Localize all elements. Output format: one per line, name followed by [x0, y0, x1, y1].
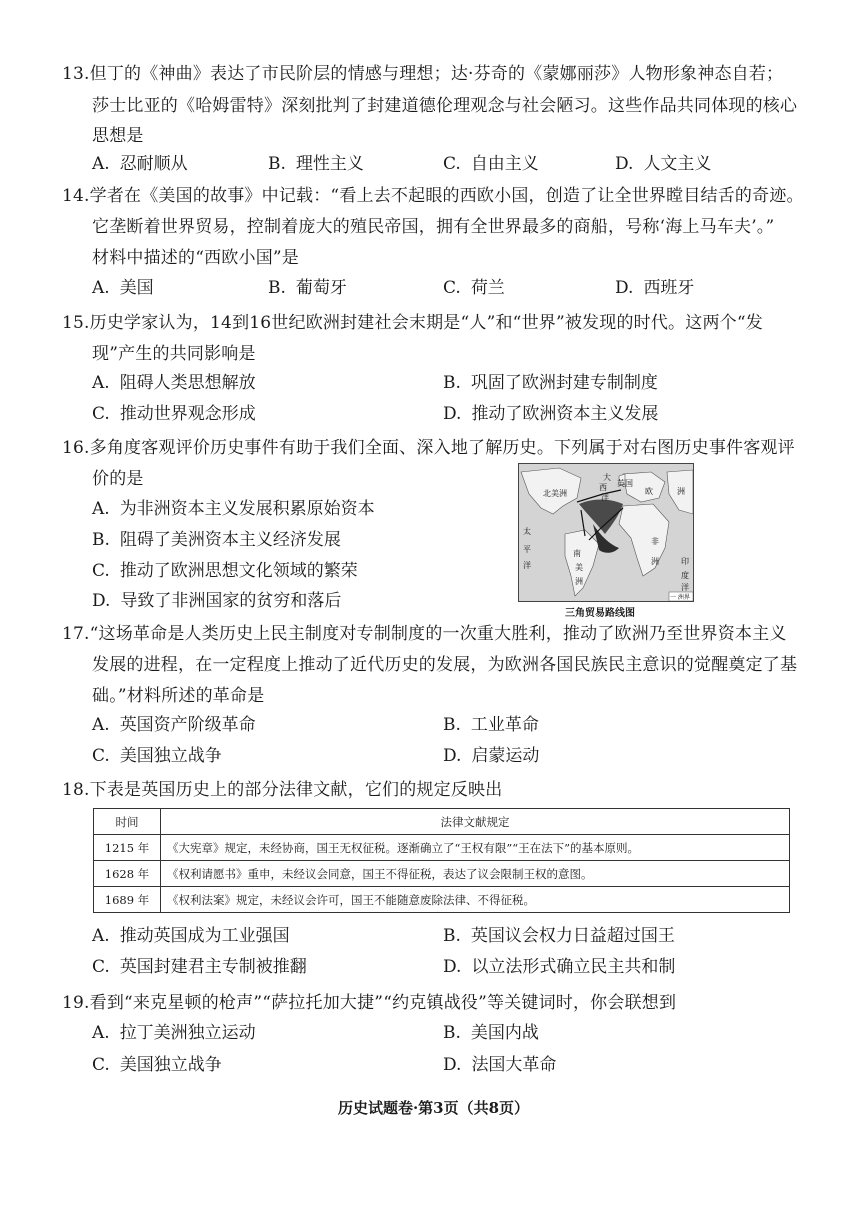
- map-label-pacific-yang: 洋: [523, 561, 531, 570]
- table-cell-year: 1628 年: [94, 861, 161, 887]
- map-label-africa-fei: 非: [651, 537, 659, 546]
- q13-option-b[interactable]: B. 理性主义: [268, 154, 364, 174]
- q16-option-d[interactable]: D. 导致了非洲国家的贫穷和落后: [92, 591, 342, 611]
- map-label-atlantic-west: 西: [599, 483, 607, 492]
- q15-option-a[interactable]: A. 阻碍人类思想解放: [92, 373, 256, 393]
- q18-option-b[interactable]: B. 英国议会权力日益超过国王: [443, 926, 675, 946]
- q14-option-b[interactable]: B. 葡萄牙: [268, 278, 347, 298]
- q16-stem-line-2: 价的是: [92, 469, 144, 489]
- q19-stem-line-1: 19.看到“来克星顿的枪声”“萨拉托加大捷”“约克镇战役”等关键词时，你会联想到: [62, 993, 677, 1013]
- map-label-europe-zhou: 洲: [677, 487, 685, 496]
- map-label-indian-du: 度: [681, 571, 689, 580]
- q15-option-b[interactable]: B. 巩固了欧洲封建专制制度: [443, 373, 658, 393]
- q13-option-d[interactable]: D. 人文主义: [615, 154, 712, 174]
- q18-option-c[interactable]: C. 英国封建君主专制被推翻: [92, 957, 307, 977]
- q17-option-a[interactable]: A. 英国资产阶级革命: [92, 715, 256, 735]
- q16-option-a[interactable]: A. 为非洲资本主义发展积累原始资本: [92, 499, 375, 519]
- map-legend: 一 洲界: [670, 594, 690, 601]
- q13-stem-line-2: 莎士比亚的《哈姆雷特》深刻批判了封建道德伦理观念与社会陋习。这些作品共同体现的核心: [92, 96, 798, 116]
- map-label-atlantic-ocean: 洋: [601, 493, 609, 502]
- q14-option-d[interactable]: D. 西班牙: [615, 278, 695, 298]
- table-header-row: [94, 809, 790, 835]
- q16-option-b[interactable]: B. 阻碍了美洲资本主义经济发展: [92, 530, 341, 550]
- map-label-pacific-tai: 太: [523, 527, 531, 536]
- q14-stem-line-1: 14.学者在《美国的故事》中记载：“看上去不起眼的西欧小国，创造了让全世界瞠目结舌的奇迹。: [62, 186, 804, 206]
- table-cell-provision: 《权利请愿书》重申，未经议会同意，国王不得征税，表达了议会限制王权的意图。: [161, 861, 790, 887]
- q17-stem-line-1: 17.“这场革命是人类历史上民主制度对专制制度的一次重大胜利，推动了欧洲乃至世界资本主义: [62, 624, 787, 644]
- q15-stem-line-1: 15.历史学家认为，14到16世纪欧洲封建社会末期是“人”和“世界”被发现的时代。这两个“发: [62, 313, 763, 333]
- q17-option-b[interactable]: B. 工业革命: [443, 715, 539, 735]
- map-label-south-mei: 美: [575, 563, 583, 572]
- q14-option-c[interactable]: C. 荷兰: [443, 278, 505, 298]
- table-cell-provision: 《权利法案》规定，未经议会许可，国王不能随意废除法律、不得征税。: [161, 887, 790, 913]
- q18-option-a[interactable]: A. 推动英国成为工业强国: [92, 926, 290, 946]
- q13-stem-line-3: 思想是: [92, 126, 144, 146]
- q18-stem-line-1: 18.下表是英国历史上的部分法律文献，它们的规定反映出: [62, 780, 503, 800]
- q17-option-c[interactable]: C. 美国独立战争: [92, 746, 222, 766]
- triangle-trade-map: [518, 463, 694, 602]
- map-label-britain: 英国: [617, 479, 633, 488]
- map-label-africa-zhou: 洲: [651, 557, 659, 566]
- q19-option-b[interactable]: B. 美国内战: [443, 1023, 539, 1043]
- map-label-europe-ou: 欧: [645, 487, 653, 496]
- q17-option-d[interactable]: D. 启蒙运动: [443, 746, 540, 766]
- map-label-pacific-ping: 平: [523, 545, 531, 554]
- q15-option-c[interactable]: C. 推动世界观念形成: [92, 404, 256, 424]
- table-cell-year: 1215 年: [94, 835, 161, 861]
- map-caption: 三角贸易路线图: [565, 608, 635, 619]
- page-footer: 历史试题卷·第3页（共8页）: [337, 1099, 530, 1117]
- map-label-atlantic-big: 大: [603, 473, 611, 482]
- q18-option-d[interactable]: D. 以立法形式确立民主共和制: [443, 957, 676, 977]
- q17-stem-line-3: 础。”材料所述的革命是: [92, 686, 265, 706]
- table-header-time: 时间: [94, 809, 161, 835]
- law-documents-table: [93, 808, 790, 913]
- table-row: [94, 861, 790, 887]
- q19-option-c[interactable]: C. 美国独立战争: [92, 1055, 222, 1075]
- q16-stem-line-1: 16.多角度客观评价历史事件有助于我们全面、深入地了解历史。下列属于对右图历史事件客观评: [62, 438, 795, 458]
- q13-option-a[interactable]: A. 忍耐顺从: [92, 154, 188, 174]
- map-label-south-nan: 南: [573, 549, 581, 558]
- q19-option-a[interactable]: A. 拉丁美洲独立运动: [92, 1023, 256, 1043]
- table-row: [94, 887, 790, 913]
- q14-option-a[interactable]: A. 美国: [92, 278, 154, 298]
- map-label-indian-yang: 洋: [681, 583, 689, 592]
- q17-stem-line-2: 发展的进程，在一定程度上推动了近代历史的发展，为欧洲各国民族民主意识的觉醒奠定了基: [92, 655, 798, 675]
- map-label-north-america: 北美洲: [543, 489, 567, 498]
- q16-option-c[interactable]: C. 推动了欧洲思想文化领域的繁荣: [92, 561, 358, 581]
- q13-option-c[interactable]: C. 自由主义: [443, 154, 539, 174]
- table-cell-year: 1689 年: [94, 887, 161, 913]
- q14-stem-line-2: 它垄断着世界贸易，控制着庞大的殖民帝国，拥有全世界最多的商船，号称‘海上马车夫’。”: [92, 217, 775, 237]
- q13-stem-line-1: 13.但丁的《神曲》表达了市民阶层的情感与理想；达·芬奇的《蒙娜丽莎》人物形象神态自若；: [62, 64, 784, 84]
- table-row: [94, 835, 790, 861]
- q19-option-d[interactable]: D. 法国大革命: [443, 1055, 557, 1075]
- table-cell-provision: 《大宪章》规定，未经协商，国王无权征税。逐渐确立了“王权有限”“王在法下”的基本原则。: [161, 835, 790, 861]
- q15-option-d[interactable]: D. 推动了欧洲资本主义发展: [443, 404, 659, 424]
- table-header-provisions: 法律文献规定: [161, 809, 790, 835]
- map-label-south-zhou: 洲: [575, 577, 583, 586]
- q14-stem-line-3: 材料中描述的“西欧小国”是: [92, 248, 299, 268]
- q15-stem-line-2: 现”产生的共同影响是: [92, 344, 256, 364]
- map-label-indian-yin: 印: [681, 557, 689, 566]
